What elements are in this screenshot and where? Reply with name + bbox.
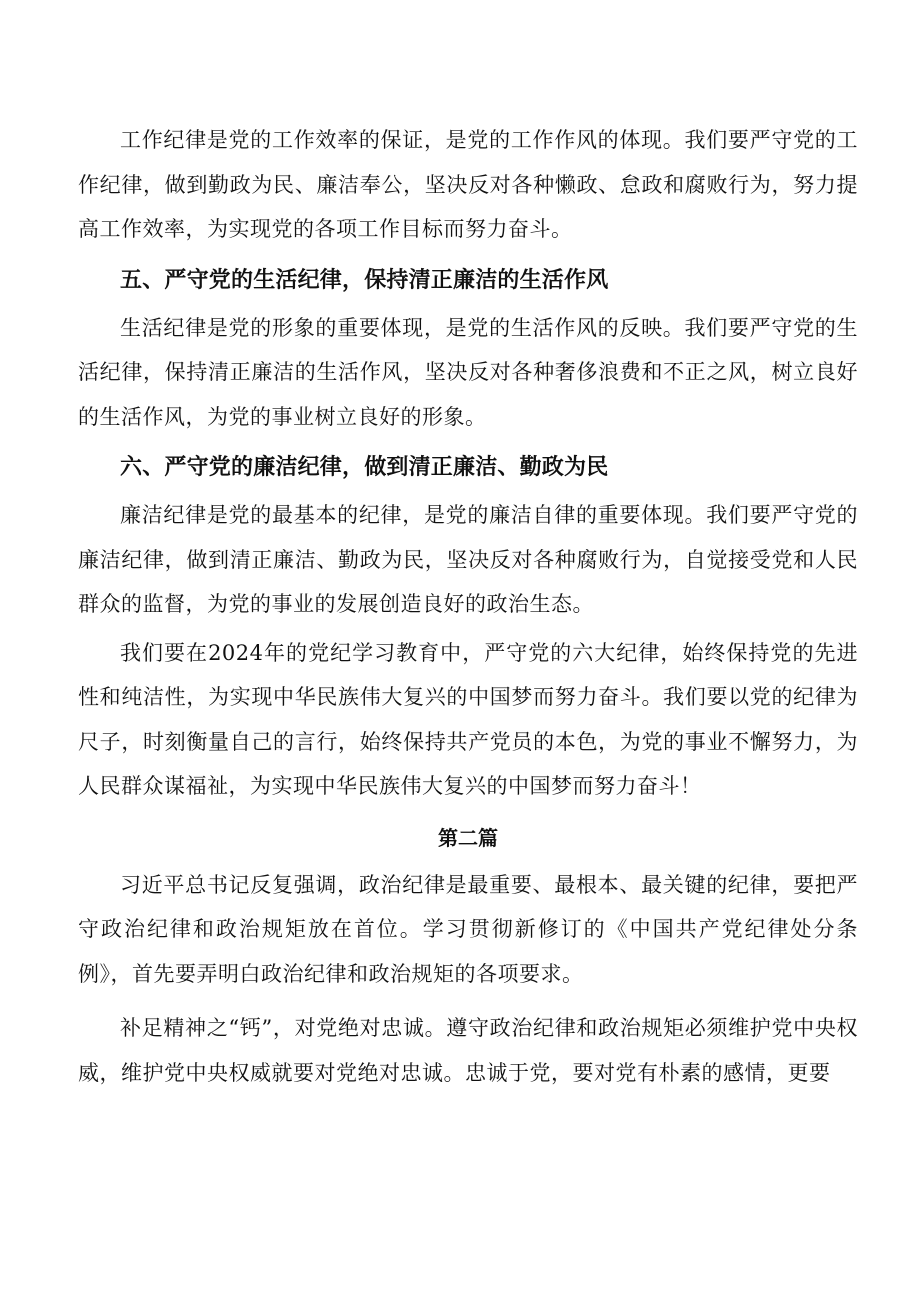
paragraph-conclusion: 我们要在2024年的党纪学习教育中，严守党的六大纪律，始终保持党的先进性和纯洁性，为实现中华民族伟大复兴的中国梦而努力奋斗。我们要以党的纪律为尺子，时刻衡量自己的言行，始终保持共产党员的本色，为党的事业不懈努力，为人民群众谋福祉，为实现中华民族伟大复兴的中国梦而努力奋斗！ <box>78 640 858 798</box>
paragraph-life-discipline: 生活纪律是党的形象的重要体现，是党的生活作风的反映。我们要严守党的生活纪律，保持清正廉洁的生活作风，坚决反对各种奢侈浪费和不正之风，树立良好的生活作风，为党的事业树立良好的形象。 <box>78 315 858 429</box>
paragraph-loyalty: 补足精神之“钙”，对党绝对忠诚。遵守政治纪律和政治规矩必须维护党中央权威，维护党中央权威就要对党绝对忠诚。忠诚于党，要对党有朴素的感情，更要 <box>78 1016 858 1085</box>
paragraph-work-discipline: 工作纪律是党的工作效率的保证，是党的工作作风的体现。我们要严守党的工作纪律，做到勤政为民、廉洁奉公，坚决反对各种懒政、怠政和腐败行为，努力提高工作效率，为实现党的各项工作目标而努力奋斗。 <box>78 128 858 241</box>
paragraph-integrity-discipline: 廉洁纪律是党的最基本的纪律，是党的廉洁自律的重要体现。我们要严守党的廉洁纪律，做到清正廉洁、勤政为民，坚决反对各种腐败行为，自觉接受党和人民群众的监督，为党的事业的发展创造良好的政治生态。 <box>78 503 858 616</box>
heading-section-five: 五、严守党的生活纪律，保持清正廉洁的生活作风 <box>120 267 609 293</box>
heading-section-six: 六、严守党的廉洁纪律，做到清正廉洁、勤政为民 <box>120 455 609 480</box>
document-page <box>78 118 858 1095</box>
paragraph-political-discipline: 习近平总书记反复强调，政治纪律是最重要、最根本、最关键的纪律，要把严守政治纪律和政治规矩放在首位。学习贯彻新修订的《中国共产党纪律处分条例》，首先要弄明白政治纪律和政治规矩的各项要求。 <box>78 872 858 986</box>
section-title-part-two: 第二篇 <box>438 825 498 850</box>
